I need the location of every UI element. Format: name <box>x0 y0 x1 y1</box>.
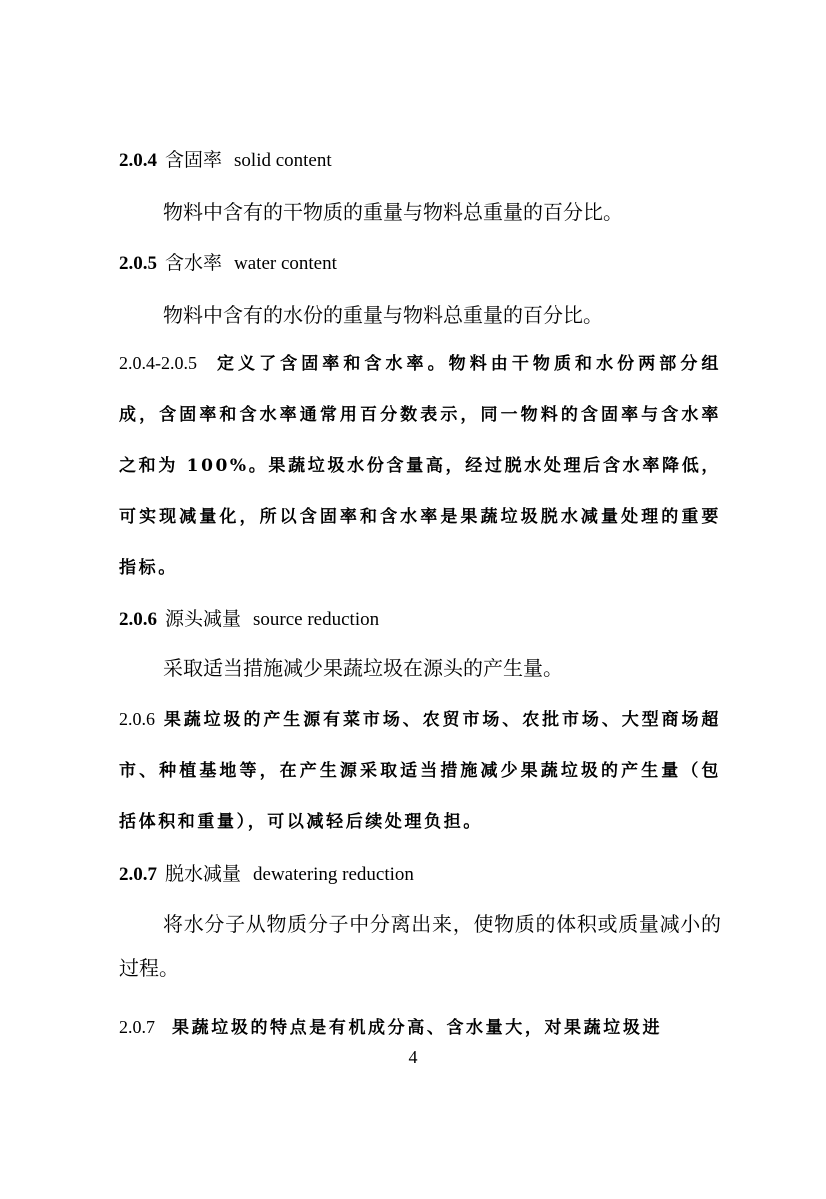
term-chinese: 含水率 <box>165 252 223 274</box>
term-english: dewatering reduction <box>253 864 414 885</box>
explanation-ref: 2.0.4-2.0.5 <box>119 353 197 373</box>
term-chinese: 含固率 <box>165 149 223 171</box>
explanation-ref: 2.0.6 <box>119 709 155 729</box>
explanation-ref: 2.0.7 <box>119 1017 155 1037</box>
explanation-2-0-6 <box>119 694 721 848</box>
term-english: solid content <box>234 150 332 171</box>
term-definition-2-0-4: 物料中含有的干物质的重量与物料总重量的百分比。 <box>163 200 623 224</box>
term-definition-2-0-7: 将水分子从物质分子中分离出来，使物质的体积或质量减小的过程。 <box>119 912 721 980</box>
term-heading-2-0-4 <box>119 147 721 174</box>
term-chinese: 脱水减量 <box>165 863 242 885</box>
term-number: 2.0.5 <box>119 253 157 274</box>
term-number: 2.0.6 <box>119 609 157 630</box>
term-number: 2.0.7 <box>119 864 157 885</box>
term-definition-2-0-5: 物料中含有的水份的重量与物料总重量的百分比。 <box>163 303 603 327</box>
term-definition-2-0-6: 采取适当措施减少果蔬垃圾在源头的产生量。 <box>163 656 563 680</box>
term-heading-2-0-5 <box>119 250 721 277</box>
term-chinese: 源头减量 <box>165 608 242 630</box>
explanation-text: 果蔬垃圾的产生源有菜市场、农贸市场、农批市场、大型商场超市、种植基地等，在产生源采取适当措施减少果蔬垃圾的产生量（包括体积和重量），可以减轻后续处理负担。 <box>119 710 721 832</box>
term-heading-2-0-7 <box>119 861 721 888</box>
term-english: water content <box>234 253 337 274</box>
explanation-text: 果蔬垃圾的特点是有机成分高、含水量大，对果蔬垃圾进 <box>172 1018 663 1038</box>
term-number: 2.0.4 <box>119 150 157 171</box>
explanation-2-0-4-2-0-5 <box>119 338 721 594</box>
explanation-text: 定义了含固率和含水率。物料由干物质和水份两部分组成，含固率和含水率通常用百分数表示，同一物料的含固率与含水率之和为 100%。果蔬垃圾水份含量高，经过脱水处理后含水率降低，可实现减量化，所以含固率和含水率是果蔬垃圾脱水减量处理的重要指标。 <box>119 354 721 578</box>
term-heading-2-0-6 <box>119 606 721 633</box>
term-english: source reduction <box>253 609 380 630</box>
page-number: 4 <box>408 1047 418 1067</box>
